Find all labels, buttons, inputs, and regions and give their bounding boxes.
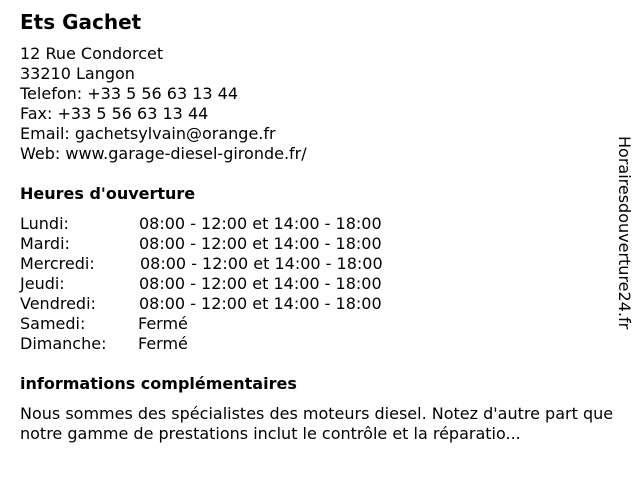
site-watermark [613,136,635,372]
additional-info-heading: informations complémentaires [20,374,297,393]
phone-number: Telefon: +33 5 56 63 13 44 [20,84,239,103]
opening-hours-heading: Heures d'ouverture [20,184,196,203]
hours-value: 08:00 - 12:00 et 14:00 - 18:00 [140,254,383,273]
hours-row-thursday [20,274,440,294]
fax-number: Fax: +33 5 56 63 13 44 [20,104,209,123]
day-label: Vendredi: [20,294,96,313]
day-label: Dimanche: [20,334,107,353]
day-label: Jeudi: [20,274,65,293]
hours-value: 08:00 - 12:00 et 14:00 - 18:00 [139,234,382,253]
day-label: Samedi: [20,314,86,333]
day-label: Lundi: [20,214,69,233]
day-label: Mardi: [20,234,70,253]
city-postal-code: 33210 Langon [20,64,135,83]
hours-value: Fermé [138,334,188,353]
hours-value: 08:00 - 12:00 et 14:00 - 18:00 [139,214,382,233]
hours-row-saturday [20,314,440,334]
street-address: 12 Rue Condorcet [20,44,164,63]
hours-value: 08:00 - 12:00 et 14:00 - 18:00 [139,274,382,293]
business-name: Ets Gachet [20,10,142,34]
additional-info-text: Nous sommes des spécialistes des moteurs diesel. Notez d'autre part que notre gamme de prestations inclut le contrôle et la réparatio... [20,404,614,443]
contact-block [20,44,307,164]
hours-row-friday [20,294,440,314]
hours-row-monday [20,214,440,234]
hours-row-sunday [20,334,440,354]
email-address: Email: gachetsylvain@orange.fr [20,124,276,143]
hours-value: 08:00 - 12:00 et 14:00 - 18:00 [139,294,382,313]
hours-row-wednesday [20,254,440,274]
hours-row-tuesday [20,234,440,254]
opening-hours-table [20,214,440,354]
hours-value: Fermé [138,314,188,333]
watermark-text: Horairesdouverture24.fr [615,136,634,330]
website-url: Web: www.garage-diesel-gironde.fr/ [20,144,307,163]
day-label: Mercredi: [20,254,95,273]
